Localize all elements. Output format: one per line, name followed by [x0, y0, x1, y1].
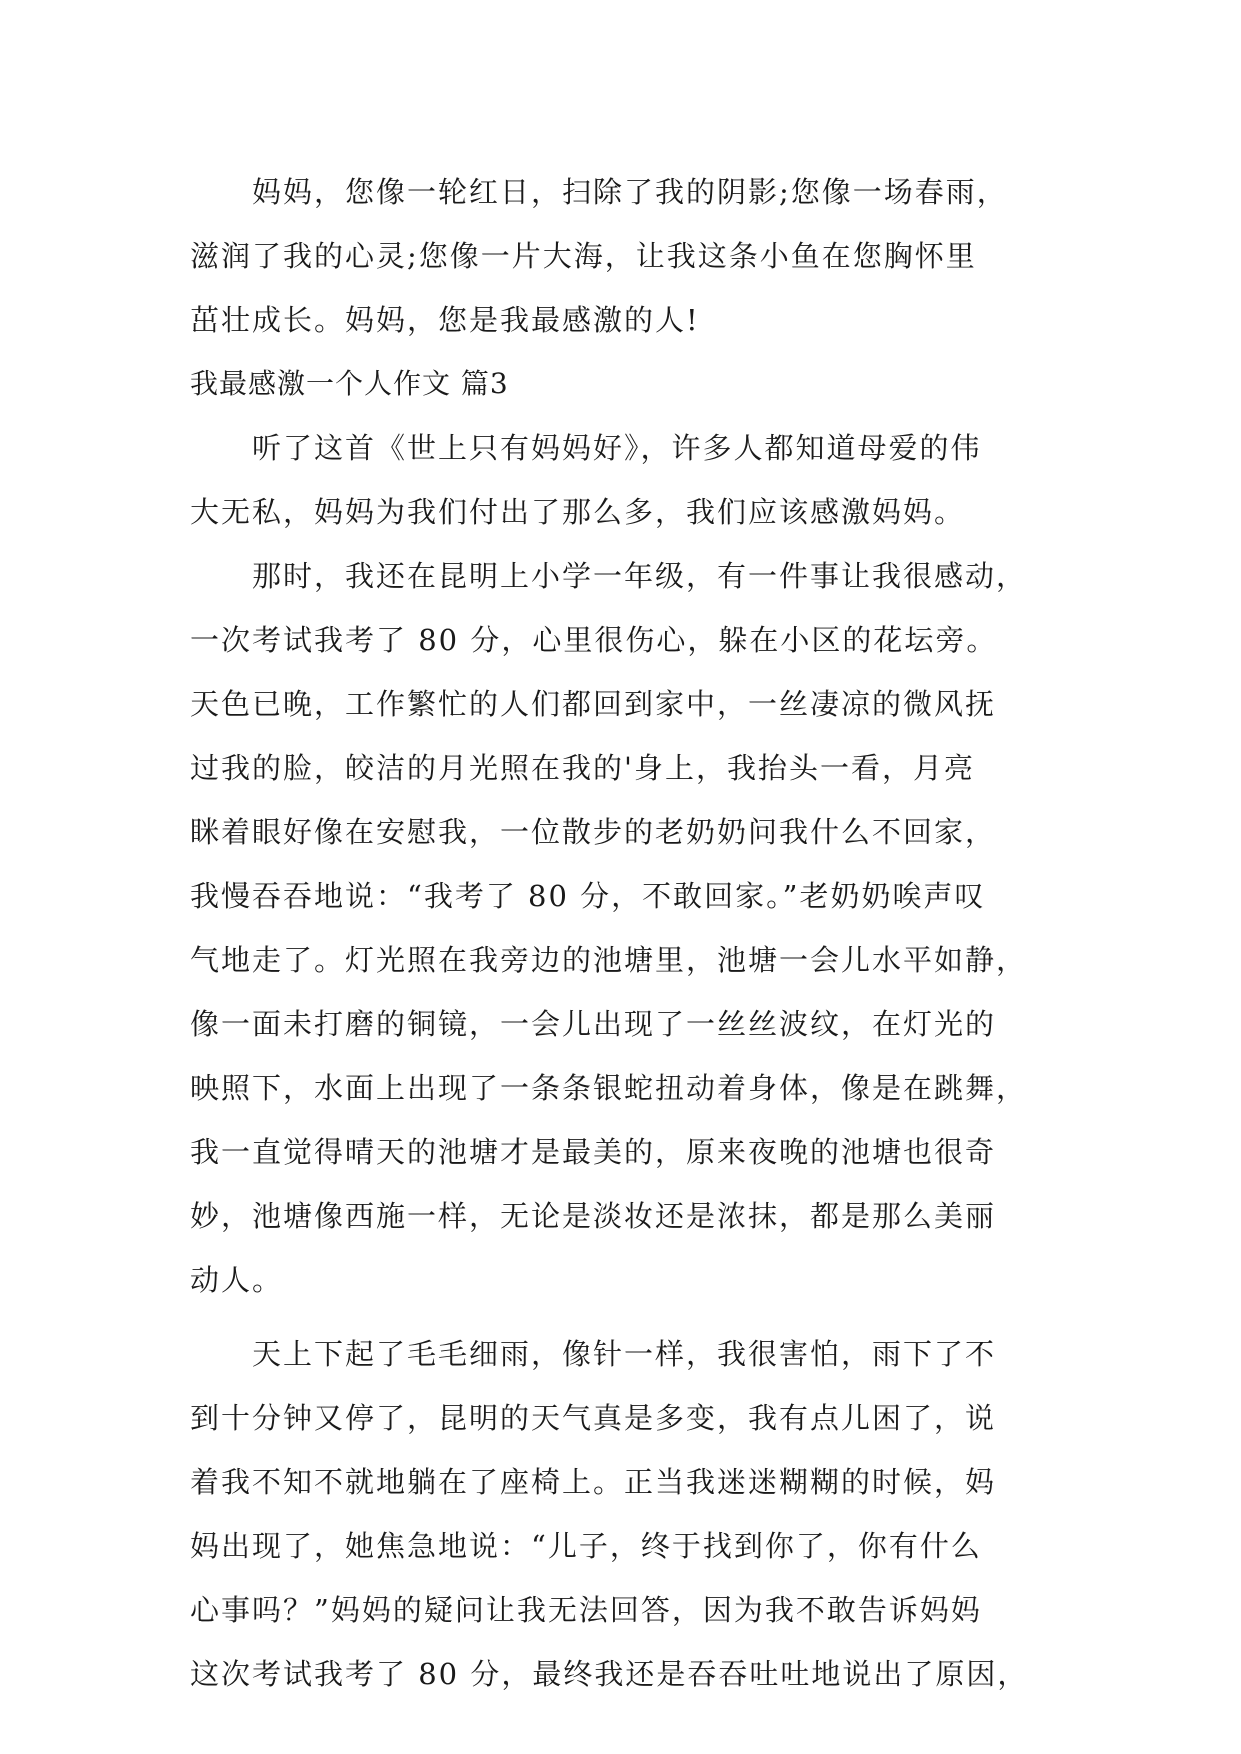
- text-line: 过我的脸，皎洁的月光照在我的'身上，我抬头一看，月亮: [190, 751, 975, 785]
- text-line: 到十分钟又停了，昆明的天气真是多变，我有点儿困了，说: [190, 1401, 997, 1435]
- text-line: 滋润了我的心灵;您像一片大海，让我这条小鱼在您胸怀里: [190, 239, 977, 273]
- paragraph-rain: [190, 1322, 1070, 1706]
- paragraph-mother-praise: [190, 160, 1070, 352]
- text-line: 我一直觉得晴天的池塘才是最美的，原来夜晚的池塘也很奇: [190, 1135, 997, 1169]
- text-line: 气地走了。灯光照在我旁边的池塘里，池塘一会儿水平如静，: [190, 943, 1028, 977]
- document-body: [190, 160, 1070, 1706]
- text-line: 我慢吞吞地说：“我考了 80 分，不敢回家。”老奶奶唉声叹: [190, 879, 986, 913]
- text-line: 像一面未打磨的铜镜，一会儿出现了一丝丝波纹，在灯光的: [190, 1007, 997, 1041]
- text-line: 妈出现了，她焦急地说：“儿子，终于找到你了，你有什么: [190, 1529, 982, 1563]
- section-heading: 我最感激一个人作文 篇3: [190, 367, 509, 400]
- text-line: 大无私，妈妈为我们付出了那么多，我们应该感激妈妈。: [190, 495, 966, 529]
- text-line: 心事吗？”妈妈的疑问让我无法回答，因为我不敢告诉妈妈: [190, 1593, 982, 1627]
- text-line: 一次考试我考了 80 分，心里很伤心，躲在小区的花坛旁。: [190, 623, 998, 657]
- paragraph-spacer: [190, 1312, 1070, 1322]
- text-line: 这次考试我考了 80 分，最终我还是吞吞吐吐地说出了原因，: [190, 1657, 1029, 1691]
- text-line: 着我不知不就地躺在了座椅上。正当我迷迷糊糊的时候，妈: [190, 1465, 997, 1499]
- text-line: 茁壮成长。妈妈，您是我最感激的人!: [190, 303, 700, 337]
- text-line: 那时，我还在昆明上小学一年级，有一件事让我很感动，: [190, 559, 1028, 593]
- paragraph-story: [190, 544, 1070, 1312]
- text-line: 妈妈，您像一轮红日，扫除了我的阴影;您像一场春雨，: [190, 175, 1008, 209]
- paragraph-intro: [190, 416, 1070, 544]
- text-line: 听了这首《世上只有妈妈好》，许多人都知道母爱的伟: [190, 431, 982, 465]
- text-line: 映照下，水面上出现了一条条银蛇扭动着身体，像是在跳舞，: [190, 1071, 1028, 1105]
- text-line: 天上下起了毛毛细雨，像针一样，我很害怕，雨下了不: [190, 1337, 997, 1371]
- text-line: 眯着眼好像在安慰我，一位散步的老奶奶问我什么不回家，: [190, 815, 997, 849]
- text-line: 妙，池塘像西施一样，无论是淡妆还是浓抹，都是那么美丽: [190, 1199, 997, 1233]
- text-line: 动人。: [190, 1263, 284, 1297]
- text-line: 天色已晚，工作繁忙的人们都回到家中，一丝凄凉的微风抚: [190, 687, 997, 721]
